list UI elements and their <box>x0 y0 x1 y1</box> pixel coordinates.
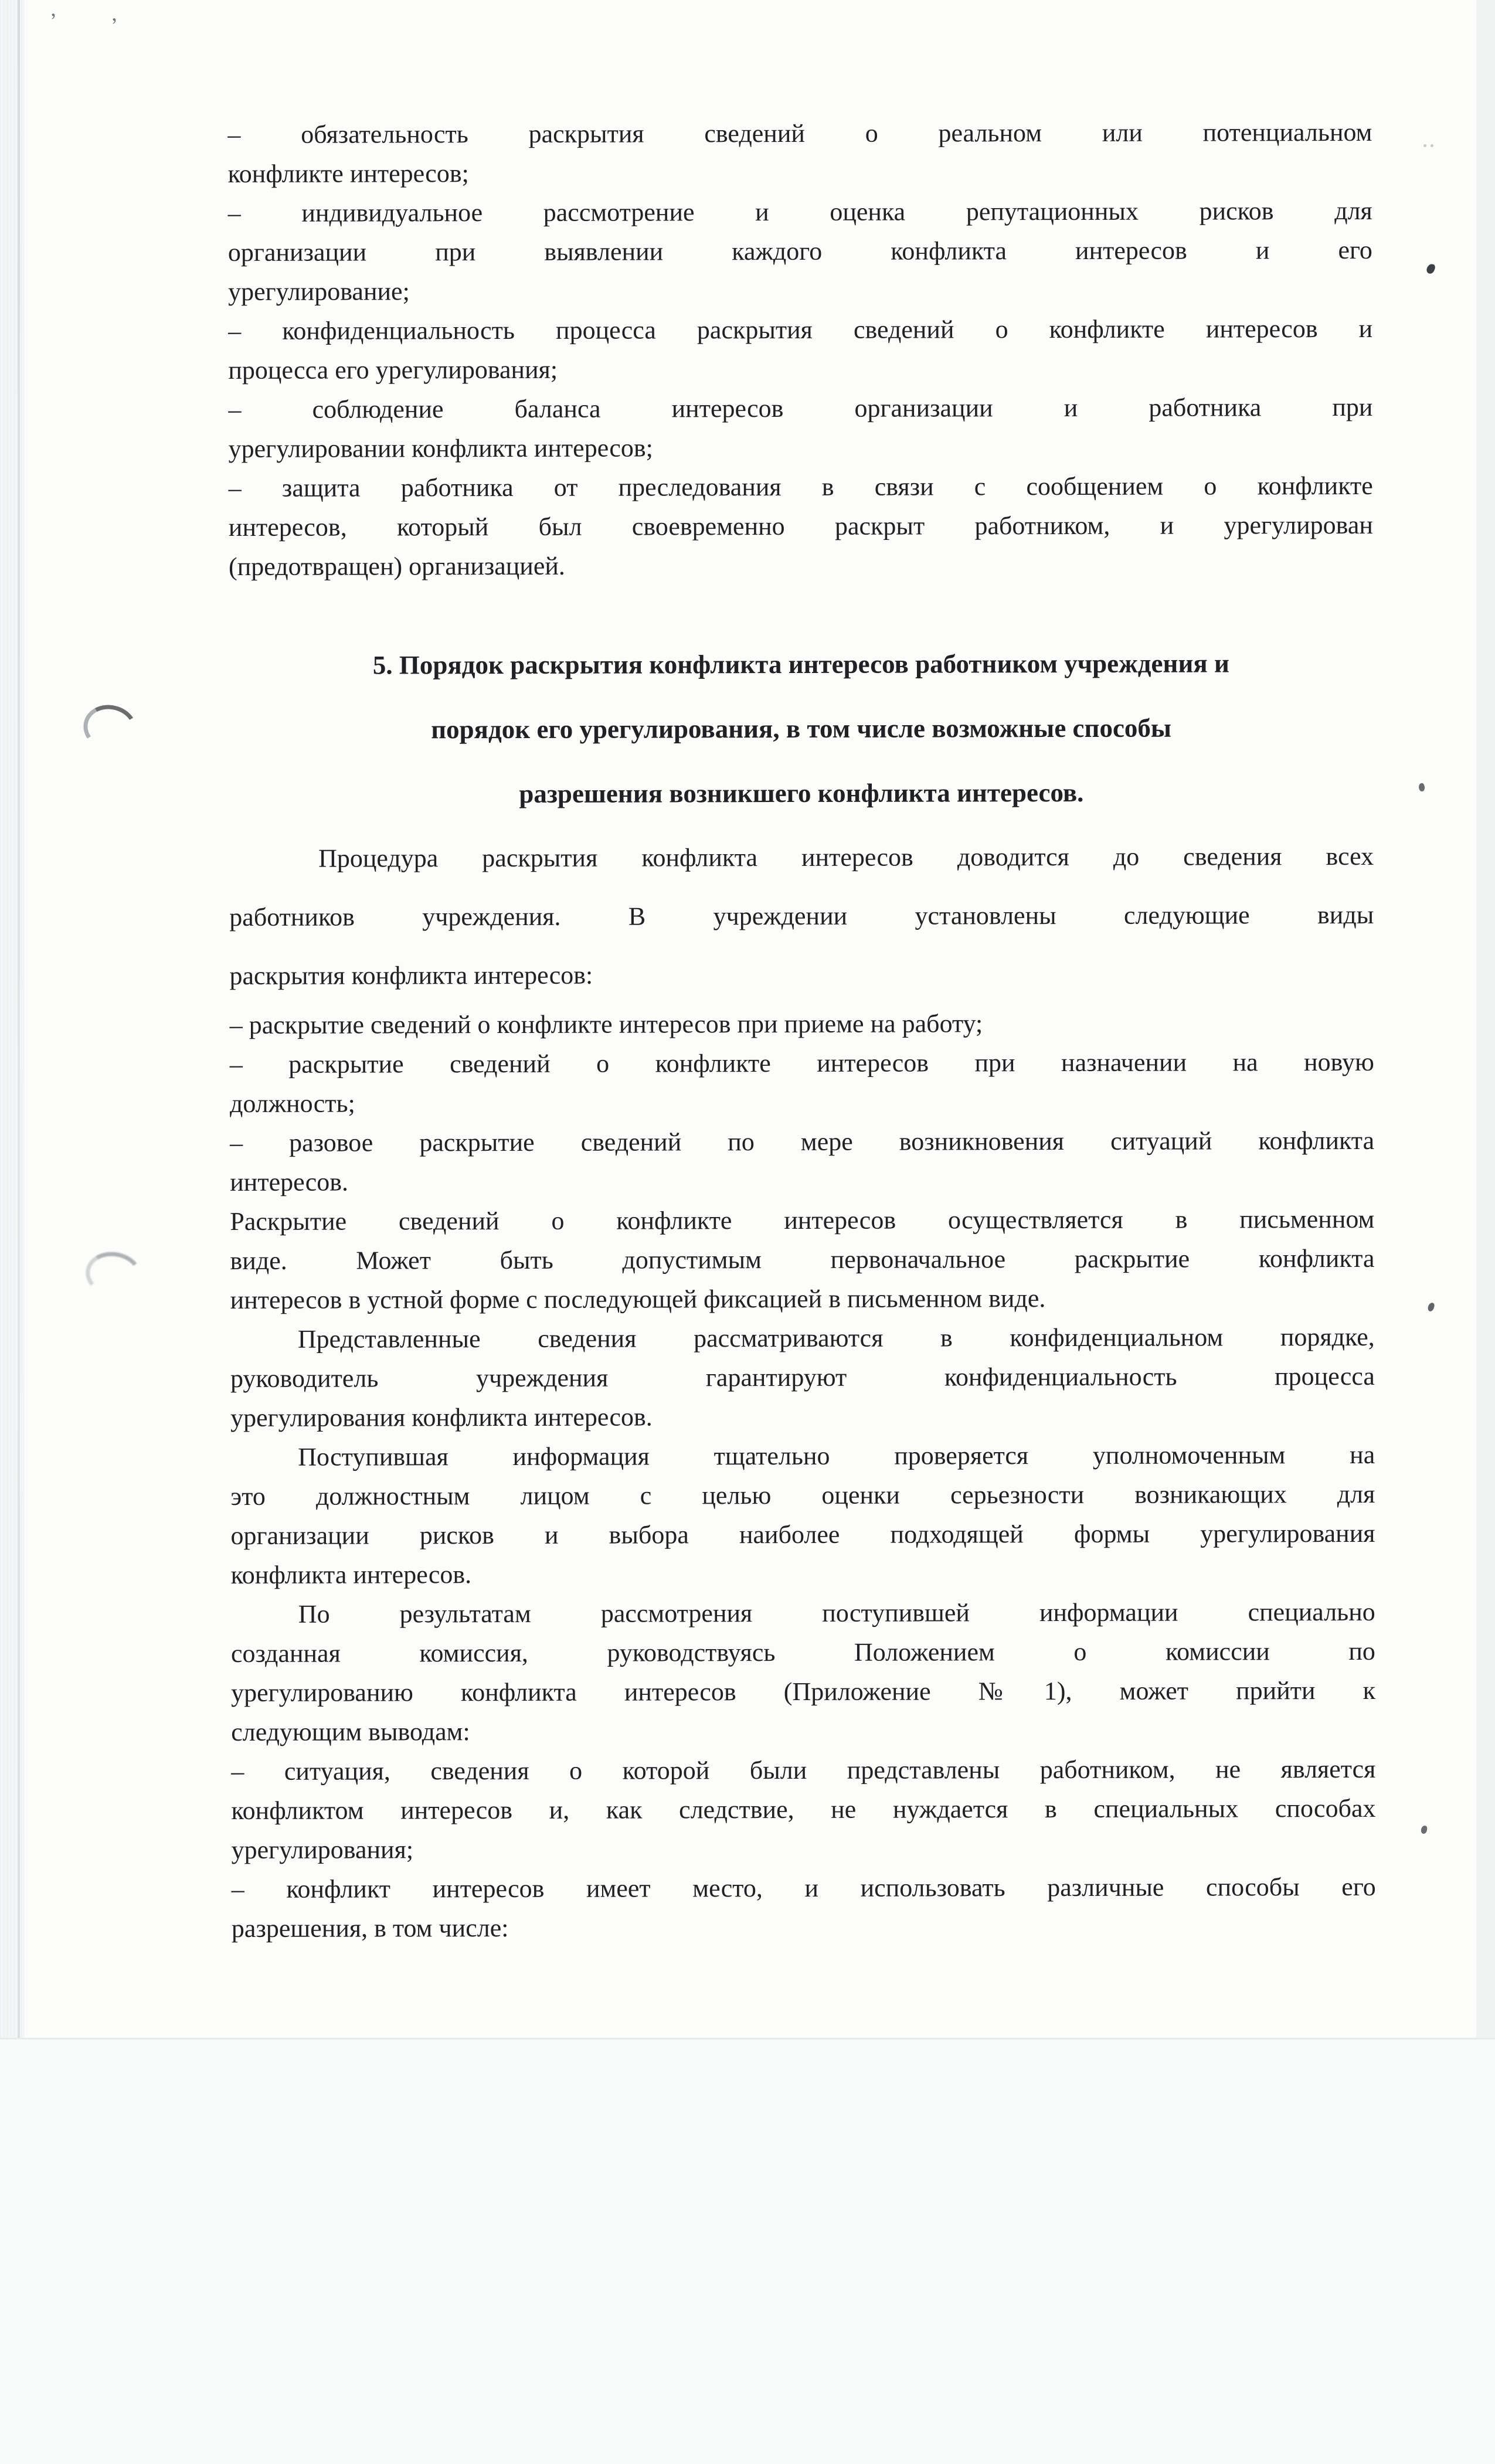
procedure-text <box>230 1003 1376 1948</box>
text-column <box>227 0 1376 1948</box>
principles-list <box>227 113 1373 586</box>
text-line: урегулировании конфликта интересов; <box>228 433 653 463</box>
text-line: – раскрытие сведений о конфликте интересов при назначении на новую <box>229 1047 1374 1079</box>
scanner-bed-area <box>0 2038 1495 2464</box>
ink-dots-right <box>1423 144 1436 147</box>
text-line: урегулирования конфликта интересов. <box>230 1402 653 1432</box>
text-line: должность; <box>229 1089 355 1118</box>
text-line: процесса его урегулирования; <box>228 355 558 385</box>
text-line: интересов, который был своевременно раскрыт работником, и урегулирован <box>228 510 1373 542</box>
text-line: конфликте интересов; <box>227 159 469 188</box>
intro-paragraph <box>229 827 1374 1005</box>
text-line: – индивидуальное рассмотрение и оценка репутационных рисков для <box>227 196 1372 227</box>
text-line: – обязательность раскрытия сведений о реальном или потенциальном <box>227 117 1372 149</box>
text-line: организации рисков и выбора наиболее подходящей формы урегулирования <box>230 1518 1375 1550</box>
section-heading <box>229 631 1374 827</box>
text-line: урегулирования; <box>231 1835 414 1864</box>
text-line: – ситуация, сведения о которой были представлены работником, не является <box>231 1754 1376 1786</box>
text-line: разрешения, в том числе: <box>231 1914 509 1943</box>
text-line: организации при выявлении каждого конфликта интересов и его <box>227 235 1372 267</box>
scan-edge-left-line <box>18 0 20 2038</box>
text-line: – конфликт интересов имеет место, и использовать различные способы его <box>231 1872 1376 1904</box>
text-line: Поступившая информация тщательно проверяется уполномоченным на <box>298 1440 1375 1471</box>
text-line: – разовое раскрытие сведений по мере возникновения ситуаций конфликта <box>230 1126 1375 1157</box>
text-line: руководитель учреждения гарантируют конфиденциальность процесса <box>230 1361 1375 1393</box>
text-line: – защита работника от преследования в связи с сообщением о конфликте <box>228 471 1373 502</box>
text-line: раскрытия конфликта интересов: <box>229 960 593 990</box>
ink-speck-topleft-2: ’ <box>110 13 120 38</box>
text-line: (предотвращен) организацией. <box>228 551 565 581</box>
scan-edge-left <box>0 0 25 2038</box>
text-line: урегулированию конфликта интересов (Приложение №1), может прийти к <box>230 1675 1376 1707</box>
text-line: виде. Может быть допустимым первоначальное раскрытие конфликта <box>230 1243 1375 1275</box>
text-line: – раскрытие сведений о конфликте интересов при приеме на работу; <box>229 1009 983 1039</box>
text-line: конфликтом интересов и, как следствие, не нуждается в специальных способах <box>231 1793 1376 1825</box>
text-line: – соблюдение баланса интересов организации и работника при <box>228 392 1373 424</box>
text-line: работников учреждения. В учреждении установлены следующие виды <box>229 900 1374 932</box>
text-line: Раскрытие сведений о конфликте интересов осуществляется в письменном <box>230 1204 1375 1236</box>
text-line: По результатам рассмотрения поступившей информации специально <box>298 1597 1375 1629</box>
text-line: интересов в устной форме с последующей фиксацией в письменном виде. <box>230 1284 1046 1314</box>
text-line: – конфиденциальность процесса раскрытия сведений о конфликте интересов и <box>228 314 1373 345</box>
text-line: Процедура раскрытия конфликта интересов доводится до сведения всех <box>318 841 1374 873</box>
text-line: следующим выводам: <box>231 1717 470 1746</box>
text-line: интересов. <box>230 1167 349 1197</box>
text-line: созданная комиссия, руководствуясь Положением о комиссии по <box>230 1636 1375 1668</box>
text-line: порядок его урегулирования, в том числе возможные способы <box>431 713 1172 745</box>
text-line: Представленные сведения рассматриваются в конфиденциальном порядке, <box>297 1322 1375 1354</box>
scan-edge-right <box>1476 0 1495 2038</box>
text-line: урегулирование; <box>227 277 410 306</box>
text-line: 5. Порядок раскрытия конфликта интересов работником учреждения и <box>372 648 1229 680</box>
text-line: это должностным лицом с целью оценки серьезности возникающих для <box>230 1479 1375 1511</box>
text-line: конфликта интересов. <box>230 1560 472 1589</box>
ink-speck-topleft-1: ’ <box>49 8 59 33</box>
text-line: разрешения возникшего конфликта интересов. <box>519 777 1084 808</box>
